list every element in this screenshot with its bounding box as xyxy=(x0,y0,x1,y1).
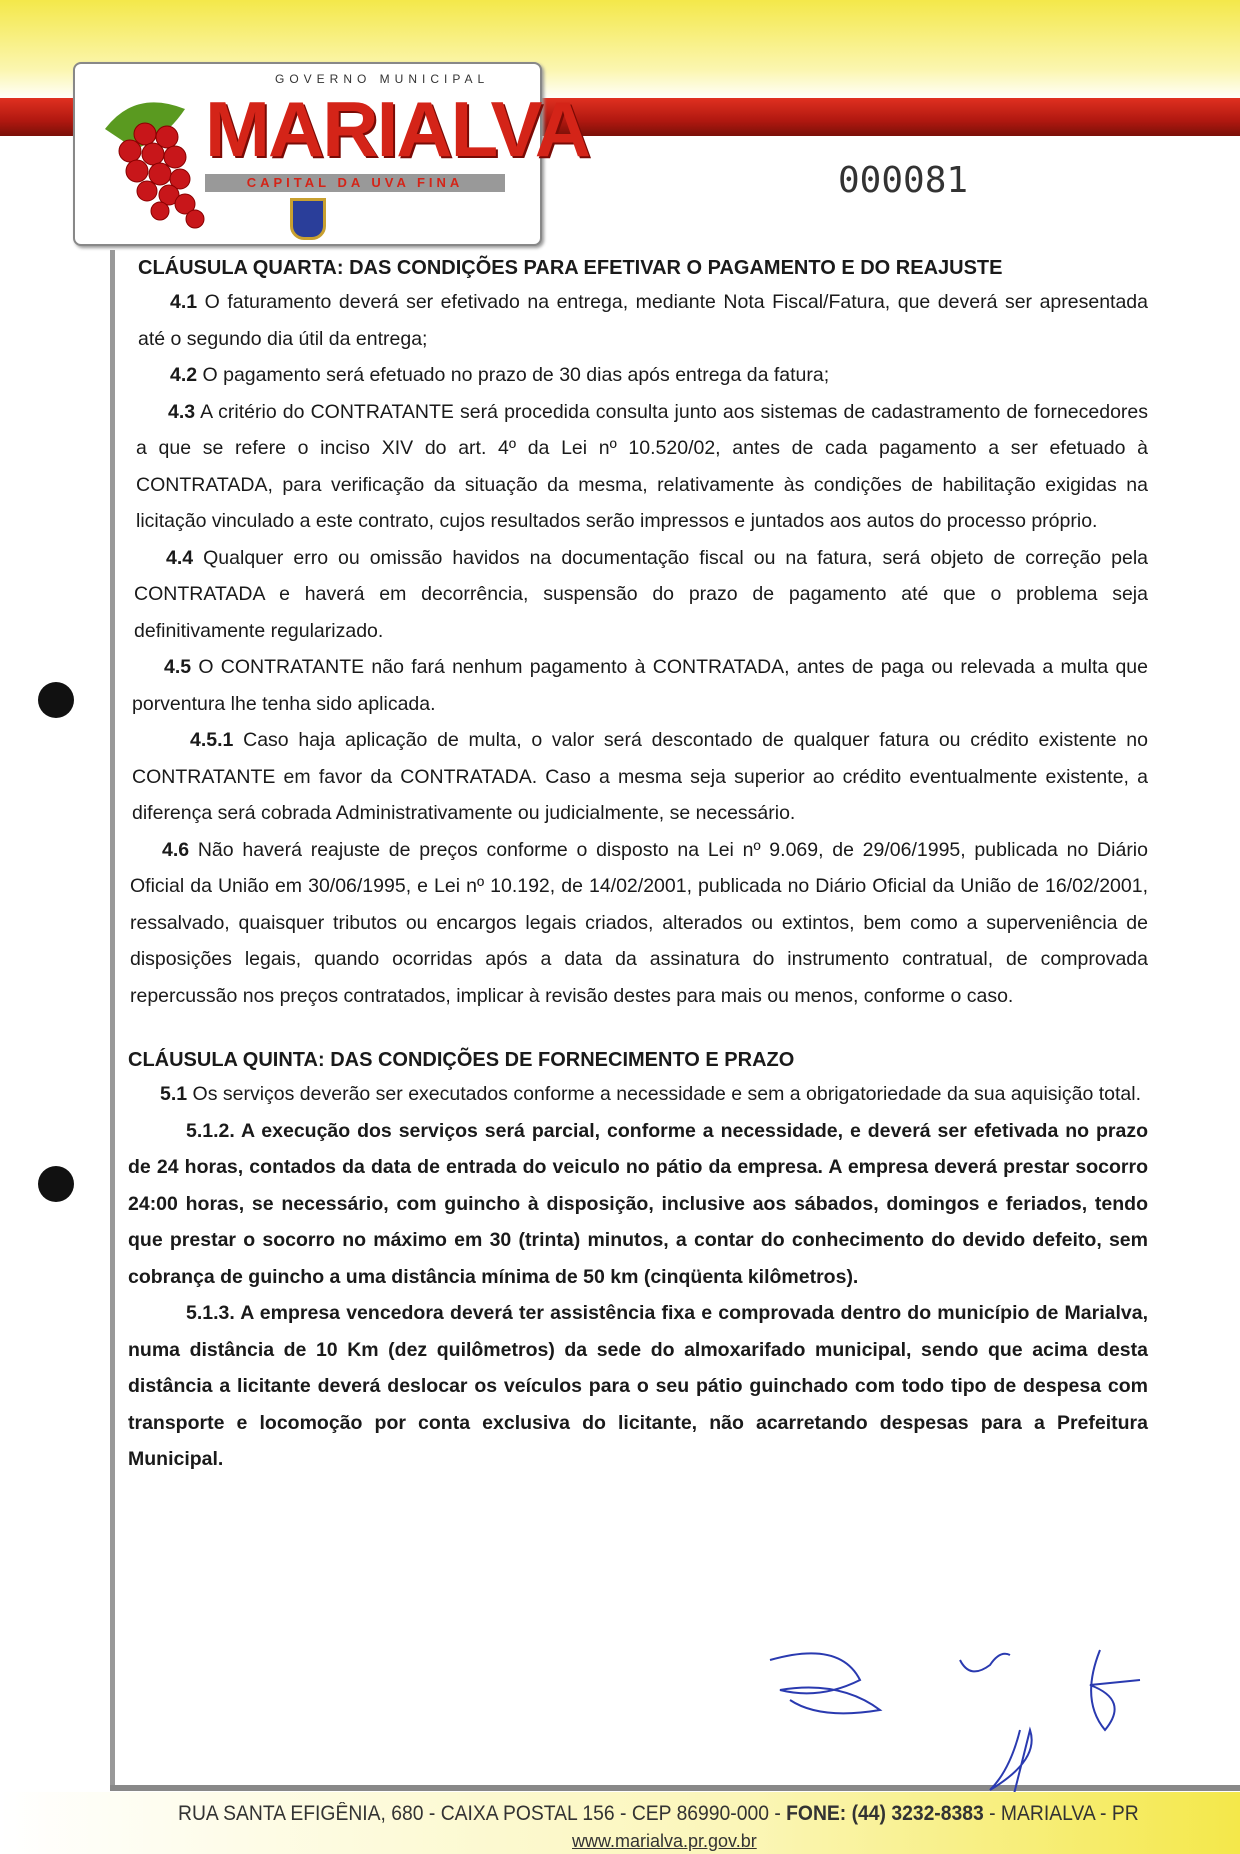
marialva-logo xyxy=(73,62,590,246)
logo-gov-label: GOVERNO MUNICIPAL xyxy=(275,72,490,86)
coat-of-arms-icon xyxy=(290,198,326,240)
footer-address: RUA SANTA EFIGÊNIA, 680 - CAIXA POSTAL 156 - CEP 86990-000 - FONE: (44) 3232-8383 - MARIALVA - PR xyxy=(178,1802,1139,1825)
clause-item: 5.1.3. A empresa vencedora deverá ter assistência fixa e comprovada dentro do município de Marialva, numa distância de 10 Km (dez quilômetros) da sede do almoxarifado municipal, sendo que acima desta distância a licitante deverá deslocar os veículos para o seu pátio guinchado com todo tipo de despesa com transporte e locomoção por conta exclusiva do licitante, não acarretando despesas para a Prefeitura Municipal. xyxy=(128,1302,1148,1470)
punch-hole xyxy=(38,682,74,718)
grapes-icon xyxy=(95,89,205,229)
footer-website-link[interactable]: www.marialva.pr.gov.br xyxy=(572,1831,757,1851)
clause-item: 4.6 Não haverá reajuste de preços conforme o disposto na Lei nº 9.069, de 29/06/1995, publicada no Diário Oficial da União em 30/06/1995, e Lei nº 10.192, de 14/02/2001, publicada no Diário Oficial da União de 16/02/2001, ressalvado, quaisquer tributos ou encargos legais criados, alterados ou extintos, bem como a superveniência de disposições legais, quando ocorridas após a data da assinatura do instrumento contratual, de comprovada repercussão nos preços contratados, implicar à revisão destes para mais ou menos, conforme o caso. xyxy=(130,838,1148,1007)
clause-item: 4.4 Qualquer erro ou omissão havidos na documentação fiscal ou na fatura, será objeto de correção pela CONTRATADA e haverá em decorrência, suspensão do prazo de pagamento até que o problema seja definitivamente regularizado. xyxy=(134,546,1148,642)
clause-item: 5.1 Os serviços deverão ser executados conforme a necessidade e sem a obrigatoriedade da sua aquisição total. xyxy=(160,1083,1141,1105)
logo-city-name: MARIALVA xyxy=(205,85,590,173)
clause-item: 4.3 A critério do CONTRATANTE será procedida consulta junto aos sistemas de cadastramento de fornecedores a que se refere o inciso XIV do art. 4º da Lei nº 10.520/02, antes de cada pagamento a ser efetuado à CONTRATADA, para verificação da situação da mesma, relativamente às condições de habilitação exigidas na licitação vinculado a este contrato, cujos resultados serão impressos e juntados aos autos do processo próprio. xyxy=(136,400,1148,532)
clause-item: 5.1.2. A execução dos serviços será parcial, conforme a necessidade, e deverá ser efetivada no prazo de 24 horas, contados da data de entrada do veiculo no pátio da empresa. A empresa deverá prestar socorro 24:00 horas, se necessário, com guincho à disposição, inclusive aos sábados, domingos e feriados, tendo que prestar o socorro no máximo em 30 (trinta) minutos, a contar do conhecimento do devido defeito, sem cobrança de guincho a uma distância mínima de 50 km (cinqüenta kilômetros). xyxy=(128,1119,1148,1288)
document-body xyxy=(128,252,1148,1478)
left-border xyxy=(110,250,115,1790)
punch-hole xyxy=(38,1166,74,1202)
document-number-stamp: 000081 xyxy=(838,160,969,201)
clause-item: 4.2 O pagamento será efetuado no prazo de 30 dias após entrega da fatura; xyxy=(170,364,830,386)
section-title: CLÁUSULA QUINTA: DAS CONDIÇÕES DE FORNECIMENTO E PRAZO xyxy=(128,1049,795,1071)
clause-item: 4.5 O CONTRATANTE não fará nenhum pagamento à CONTRATADA, antes de paga ou relevada a multa que porventura lhe tenha sido aplicada. xyxy=(132,656,1148,715)
logo-tagline: CAPITAL DA UVA FINA xyxy=(205,174,505,192)
section-title: CLÁUSULA QUARTA: DAS CONDIÇÕES PARA EFETIVAR O PAGAMENTO E DO REAJUSTE xyxy=(138,257,1003,279)
clause-item: 4.1 O faturamento deverá ser efetivado na entrega, mediante Nota Fiscal/Fatura, que deverá ser apresentada até o segundo dia útil da entrega; xyxy=(138,291,1148,350)
footer xyxy=(0,1792,1240,1854)
clause-item: 4.5.1 Caso haja aplicação de multa, o valor será descontado de qualquer fatura ou crédito existente no CONTRATANTE em favor da CONTRATADA. Caso a mesma seja superior ao crédito eventualmente existente, a diferença será cobrada Administrativamente ou judicialmente, se necessário. xyxy=(132,729,1148,824)
